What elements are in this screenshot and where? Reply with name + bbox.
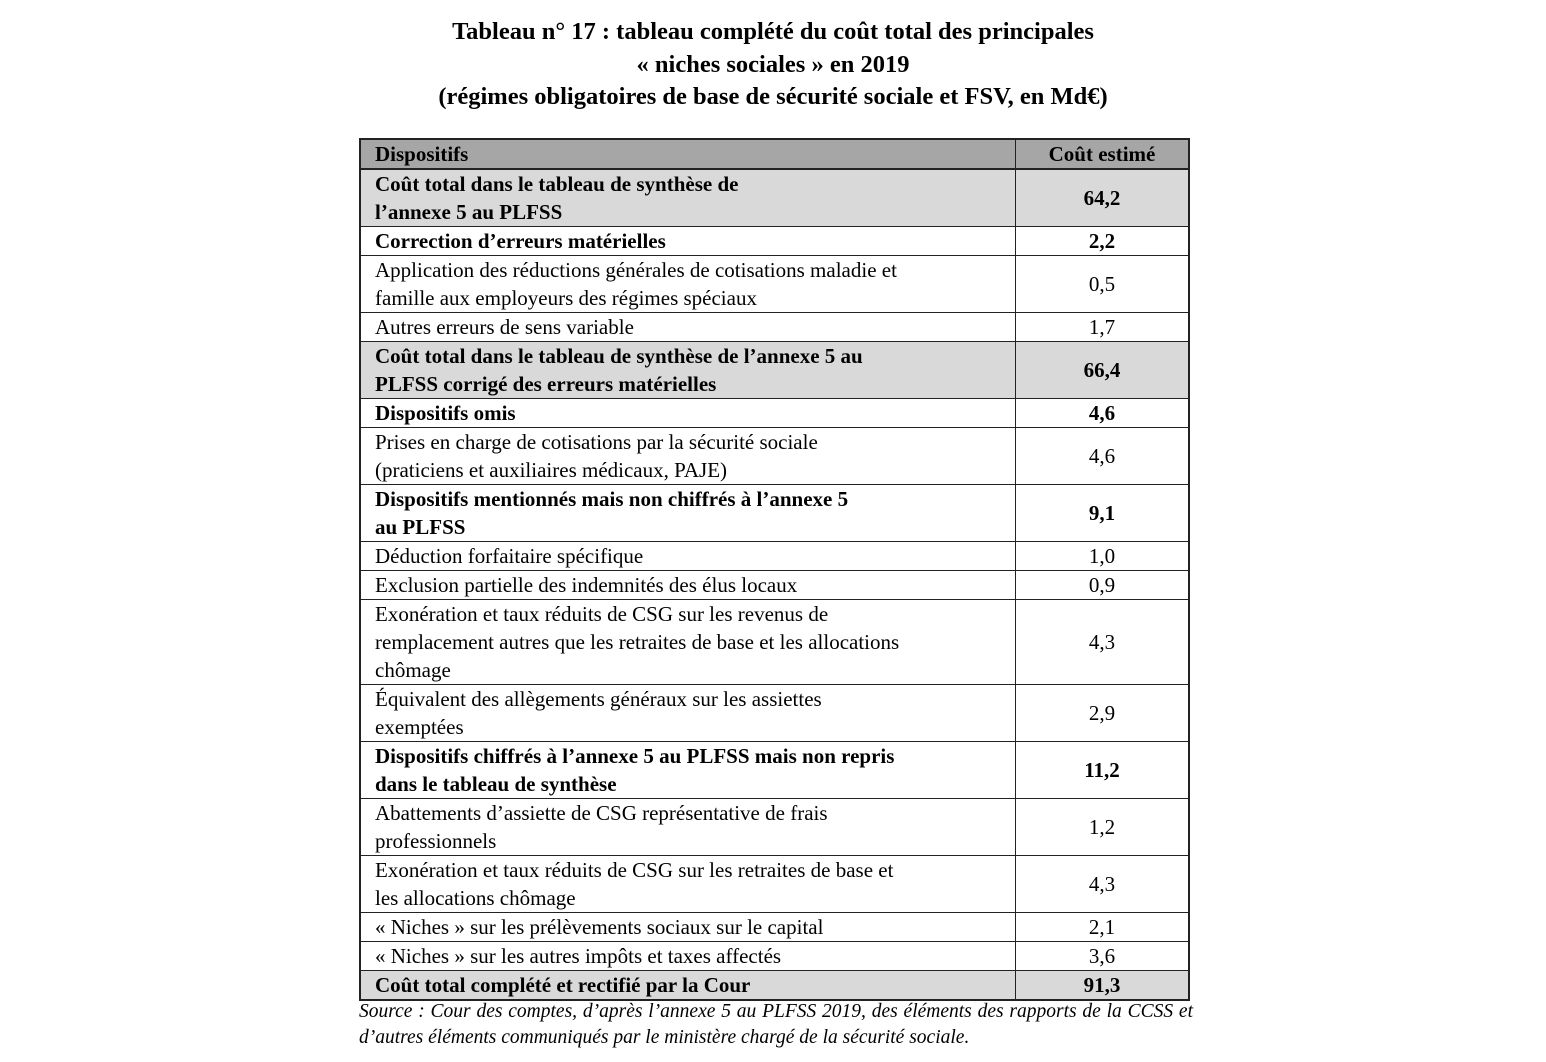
row-value: 4,3 xyxy=(1016,856,1190,913)
source-note: Source : Cour des comptes, d’après l’annexe 5 au PLFSS 2019, des éléments des rapports de la CCSS et d’autres éléments communiqués par le ministère chargé de la sécurité sociale. xyxy=(359,1001,1193,1048)
title-line-1: Tableau n° 17 : tableau complété du coût total des principales xyxy=(452,18,1094,45)
table-row xyxy=(360,342,1189,399)
table-row xyxy=(360,685,1189,742)
table-title xyxy=(0,16,1546,114)
table-row xyxy=(360,485,1189,542)
table-row xyxy=(360,428,1189,485)
table-row xyxy=(360,913,1189,942)
table-row xyxy=(360,600,1189,685)
header-dispositifs: Dispositifs xyxy=(360,139,1016,169)
title-line-2: « niches sociales » en 2019 xyxy=(636,50,910,78)
row-value: 4,6 xyxy=(1016,399,1190,428)
row-label: Coût total complété et rectifié par la Cour xyxy=(360,971,1016,1001)
row-value: 91,3 xyxy=(1016,971,1190,1001)
row-value: 4,6 xyxy=(1016,428,1190,485)
table-row xyxy=(360,256,1189,313)
table-row xyxy=(360,571,1189,600)
row-label: « Niches » sur les prélèvements sociaux sur le capital xyxy=(360,913,1016,942)
row-value: 66,4 xyxy=(1016,342,1190,399)
row-label: Coût total dans le tableau de synthèse de l’annexe 5 au PLFSS xyxy=(360,169,1016,227)
row-label: Coût total dans le tableau de synthèse de l’annexe 5 au PLFSS corrigé des erreurs matérielles xyxy=(360,342,1016,399)
row-label: Correction d’erreurs matérielles xyxy=(360,227,1016,256)
table-row xyxy=(360,169,1189,227)
table-row xyxy=(360,399,1189,428)
row-label: Exclusion partielle des indemnités des élus locaux xyxy=(360,571,1016,600)
title-line-3: (régimes obligatoires de base de sécurité sociale et FSV, en Md€) xyxy=(438,83,1108,110)
row-value: 0,5 xyxy=(1016,256,1190,313)
row-label: Prises en charge de cotisations par la sécurité sociale (praticiens et auxiliaires médicaux, PAJE) xyxy=(360,428,1016,485)
row-value: 0,9 xyxy=(1016,571,1190,600)
row-value: 1,7 xyxy=(1016,313,1190,342)
table-row xyxy=(360,942,1189,971)
row-label: « Niches » sur les autres impôts et taxes affectés xyxy=(360,942,1016,971)
header-cout-estime: Coût estimé xyxy=(1016,139,1190,169)
row-value: 11,2 xyxy=(1016,742,1190,799)
table-row xyxy=(360,971,1189,1001)
row-label: Autres erreurs de sens variable xyxy=(360,313,1016,342)
row-value: 4,3 xyxy=(1016,600,1190,685)
table-header-row xyxy=(360,139,1189,169)
row-label: Dispositifs omis xyxy=(360,399,1016,428)
table-row xyxy=(360,799,1189,856)
row-value: 64,2 xyxy=(1016,169,1190,227)
row-value: 3,6 xyxy=(1016,942,1190,971)
row-value: 2,2 xyxy=(1016,227,1190,256)
row-value: 9,1 xyxy=(1016,485,1190,542)
row-label: Dispositifs chiffrés à l’annexe 5 au PLFSS mais non repris dans le tableau de synthèse xyxy=(360,742,1016,799)
row-label: Application des réductions générales de cotisations maladie et famille aux employeurs des régimes spéciaux xyxy=(360,256,1016,313)
table-row xyxy=(360,542,1189,571)
cost-table xyxy=(359,138,1190,1001)
row-label: Déduction forfaitaire spécifique xyxy=(360,542,1016,571)
row-value: 2,1 xyxy=(1016,913,1190,942)
row-label: Exonération et taux réduits de CSG sur les revenus de remplacement autres que les retraites de base et les allocations chômage xyxy=(360,600,1016,685)
table-row xyxy=(360,227,1189,256)
row-label: Abattements d’assiette de CSG représentative de frais professionnels xyxy=(360,799,1016,856)
table-row xyxy=(360,742,1189,799)
row-label: Équivalent des allègements généraux sur les assiettes exemptées xyxy=(360,685,1016,742)
row-value: 1,2 xyxy=(1016,799,1190,856)
row-value: 1,0 xyxy=(1016,542,1190,571)
table-row xyxy=(360,856,1189,913)
row-label: Exonération et taux réduits de CSG sur les retraites de base et les allocations chômage xyxy=(360,856,1016,913)
row-label: Dispositifs mentionnés mais non chiffrés à l’annexe 5 au PLFSS xyxy=(360,485,1016,542)
table-row xyxy=(360,313,1189,342)
row-value: 2,9 xyxy=(1016,685,1190,742)
